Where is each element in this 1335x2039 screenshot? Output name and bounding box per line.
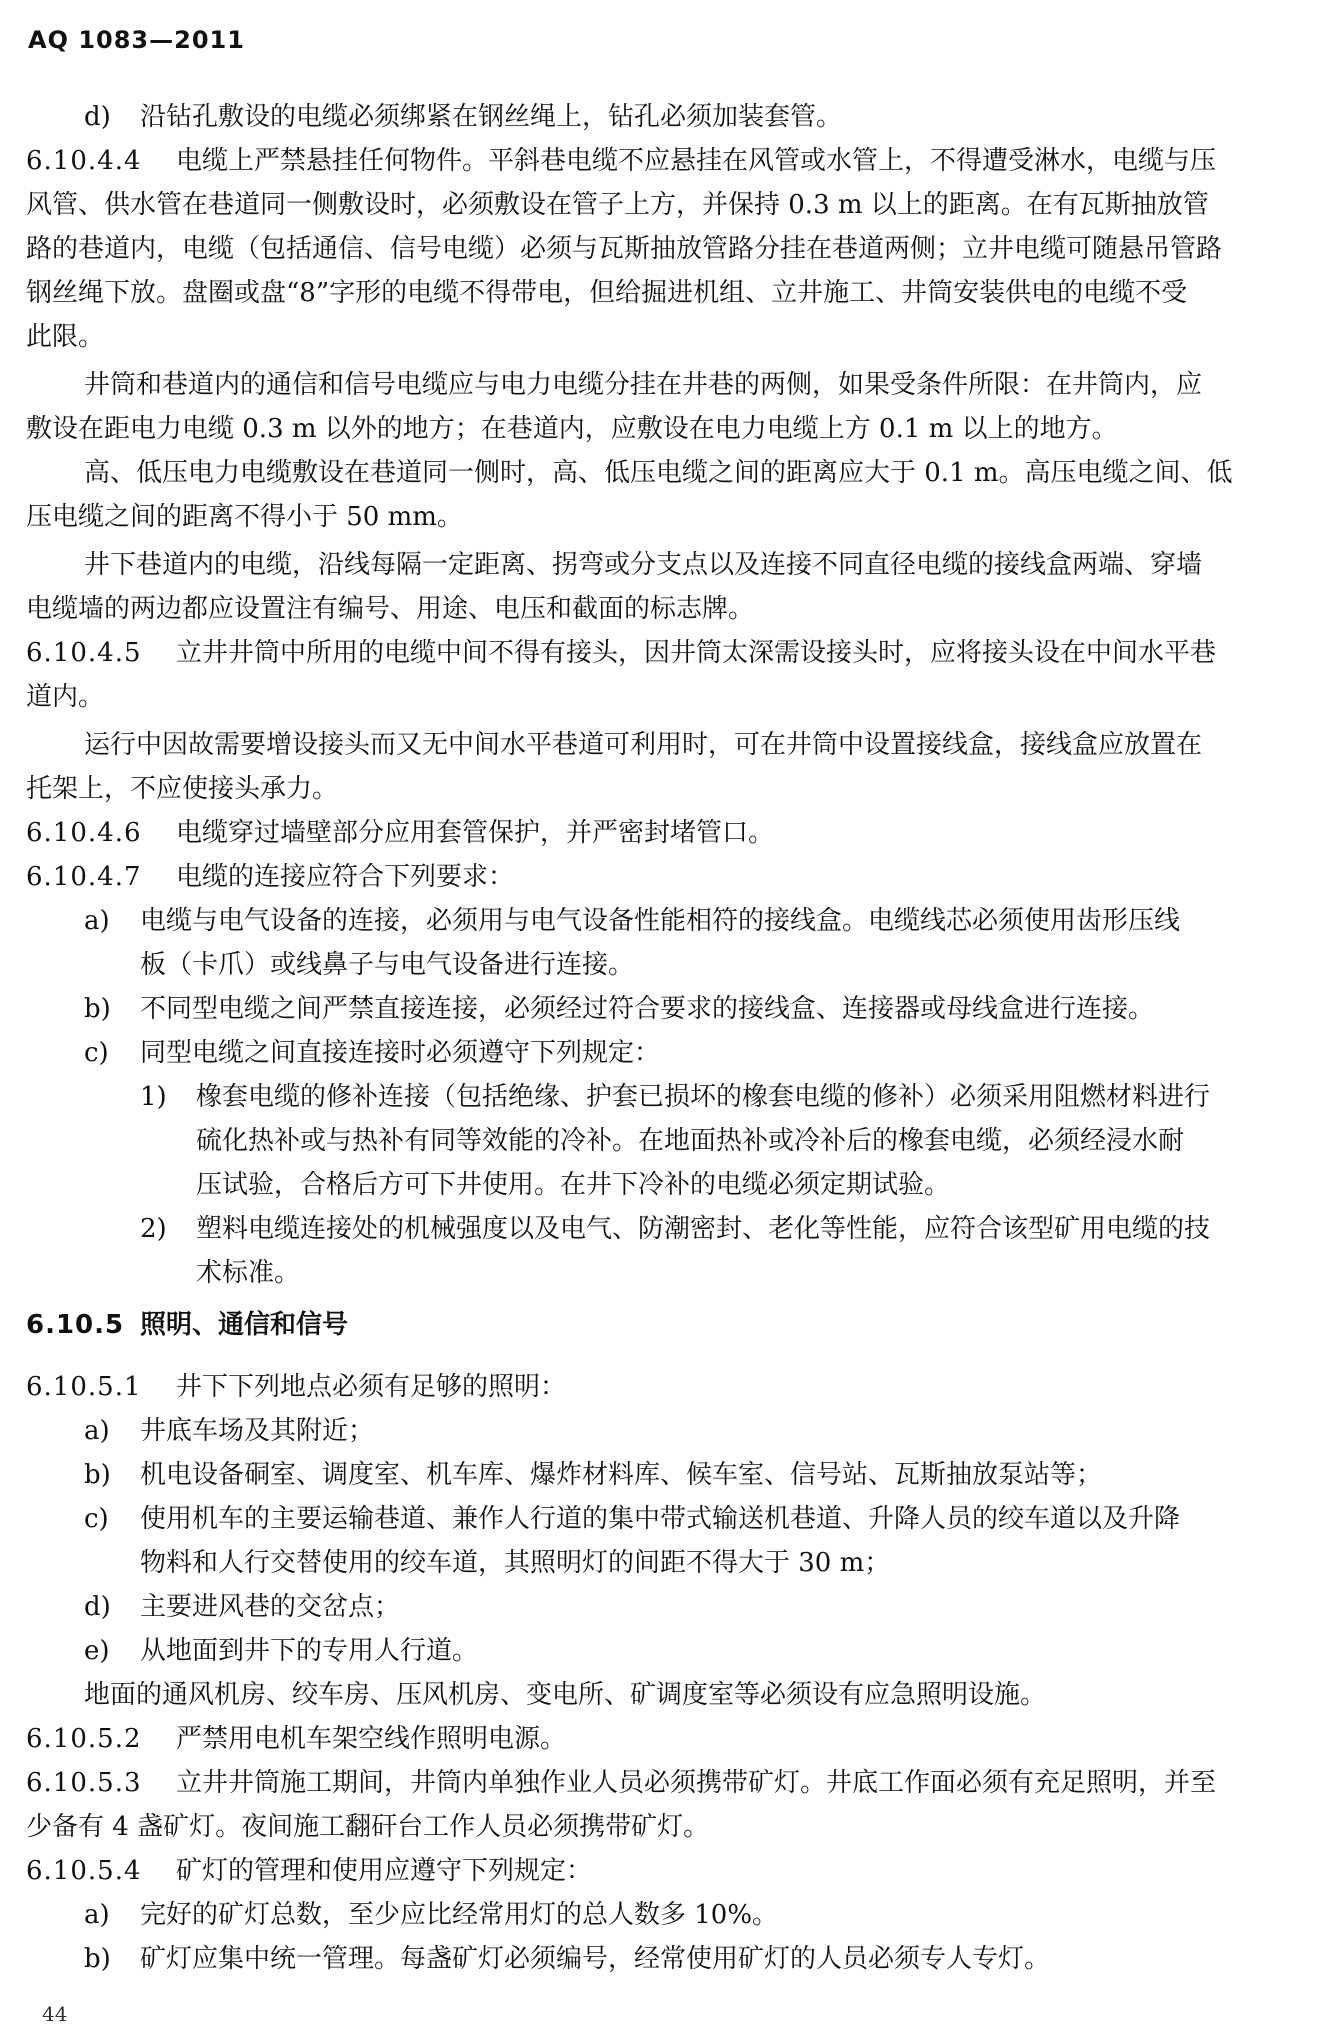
list-marker: b) <box>84 1460 111 1490</box>
list-item-text: 主要进风巷的交岔点； <box>140 1592 401 1622</box>
list-marker: d) <box>84 1592 111 1622</box>
clause-number: 6.10.5.4 <box>26 1856 142 1886</box>
paragraph-text: 井下巷道内的电缆，沿线每隔一定距离、拐弯或分支点以及连接不同直径电缆的接线盒两端、穿墙 <box>84 550 1203 580</box>
clause-text: 电缆上严禁悬挂任何物件。平斜巷电缆不应悬挂在风管或水管上，不得遭受淋水，电缆与压 <box>176 146 1217 176</box>
list-item-text: 从地面到井下的专用人行道。 <box>140 1636 479 1666</box>
paragraph-text: 敷设在距电力电缆 0.3 m 以外的地方；在巷道内，应敷设在电力电缆上方 0.1 m 以上的地方。 <box>26 414 1118 444</box>
paragraph-text: 压电缆之间的距离不得小于 50 mm。 <box>26 502 463 532</box>
list-marker: c) <box>84 1038 109 1068</box>
list-marker: b) <box>84 994 111 1024</box>
list-marker: e) <box>84 1636 110 1666</box>
clause-text: 严禁用电机车架空线作照明电源。 <box>176 1724 567 1754</box>
list-item-text: 电缆与电气设备的连接，必须用与电气设备性能相符的接线盒。电缆线芯必须使用齿形压线 <box>140 906 1181 936</box>
list-item-text: 矿灯应集中统一管理。每盏矿灯必须编号，经常使用矿灯的人员必须专人专灯。 <box>140 1944 1051 1974</box>
list-item-text: 完好的矿灯总数，至少应比经常用灯的总人数多 10%。 <box>140 1900 779 1930</box>
clause-text: 立井井筒施工期间，井筒内单独作业人员必须携带矿灯。井底工作面必须有充足照明，并至 <box>176 1768 1217 1798</box>
list-marker: a) <box>84 1900 110 1930</box>
paragraph-text: 路的巷道内，电缆（包括通信、信号电缆）必须与瓦斯抽放管路分挂在巷道两侧；立井电缆可随悬吊管路 <box>26 234 1223 264</box>
paragraph-text: 井筒和巷道内的通信和信号电缆应与电力电缆分挂在井巷的两侧，如果受条件所限：在井筒内，应 <box>84 370 1203 400</box>
clause-text: 矿灯的管理和使用应遵守下列规定： <box>176 1856 593 1886</box>
paragraph-text: 钢丝绳下放。盘圈或盘“8”字形的电缆不得带电，但给掘进机组、立井施工、井筒安装供电的电缆不受 <box>26 278 1188 308</box>
paragraph-text: 运行中因故需要增设接头而又无中间水平巷道可利用时，可在井筒中设置接线盒，接线盒应放置在 <box>84 730 1203 760</box>
sub-list-item-text: 术标准。 <box>196 1258 301 1288</box>
document-header: AQ 1083—2011 <box>28 26 245 54</box>
paragraph-text: 电缆墙的两边都应设置注有编号、用途、电压和截面的标志牌。 <box>26 594 755 624</box>
list-item-text: 井底车场及其附近； <box>140 1416 375 1446</box>
list-marker: c) <box>84 1504 109 1534</box>
paragraph-text: 风管、供水管在巷道同一侧敷设时，必须敷设在管子上方，并保持 0.3 m 以上的距离。在有瓦斯抽放管 <box>26 190 1209 220</box>
clause-number: 6.10.5.2 <box>26 1724 142 1754</box>
clause-number: 6.10.4.6 <box>26 818 142 848</box>
list-item-text: 使用机车的主要运输巷道、兼作人行道的集中带式输送机巷道、升降人员的绞车道以及升降 <box>140 1504 1181 1534</box>
clause-text: 立井井筒中所用的电缆中间不得有接头，因井筒太深需设接头时，应将接头设在中间水平巷 <box>176 638 1217 668</box>
clause-number: 6.10.5.1 <box>26 1372 142 1402</box>
paragraph-text: 地面的通风机房、绞车房、压风机房、变电所、矿调度室等必须设有应急照明设施。 <box>84 1680 1047 1710</box>
list-marker: a) <box>84 1416 110 1446</box>
clause-number: 6.10.4.5 <box>26 638 142 668</box>
list-item-text: 同型电缆之间直接连接时必须遵守下列规定： <box>140 1038 661 1068</box>
clause-number: 6.10.4.7 <box>26 862 142 892</box>
section-title: 照明、通信和信号 <box>140 1310 349 1340</box>
sub-list-item-text: 压试验，合格后方可下井使用。在井下冷补的电缆必须定期试验。 <box>196 1170 951 1200</box>
sub-list-item-text: 橡套电缆的修补连接（包括绝缘、护套已损坏的橡套电缆的修补）必须采用阻燃材料进行 <box>196 1082 1211 1112</box>
list-marker: d) <box>84 102 111 132</box>
list-item-text: 不同型电缆之间严禁直接连接，必须经过符合要求的接线盒、连接器或母线盒进行连接。 <box>140 994 1155 1024</box>
paragraph-text: 此限。 <box>26 322 105 352</box>
clause-number: 6.10.5.3 <box>26 1768 142 1798</box>
list-item-text: 沿钻孔敷设的电缆必须绑紧在钢丝绳上，钻孔必须加装套管。 <box>140 102 843 132</box>
page-number: 44 <box>42 2002 68 2026</box>
clause-number: 6.10.4.4 <box>26 146 142 176</box>
paragraph-text: 托架上，不应使接头承力。 <box>26 774 339 804</box>
section-number: 6.10.5 <box>26 1310 125 1340</box>
paragraph-text: 少备有 4 盏矿灯。夜间施工翻矸台工作人员必须携带矿灯。 <box>26 1812 710 1842</box>
paragraph-text: 高、低压电力电缆敷设在巷道同一侧时，高、低压电缆之间的距离应大于 0.1 m。高压电缆之间、低 <box>84 458 1233 488</box>
sub-list-marker: 2) <box>140 1214 167 1244</box>
clause-text: 电缆穿过墙壁部分应用套管保护，并严密封堵管口。 <box>176 818 775 848</box>
paragraph-text: 道内。 <box>26 682 105 712</box>
list-item-text: 板（卡爪）或线鼻子与电气设备进行连接。 <box>140 950 635 980</box>
sub-list-marker: 1) <box>140 1082 167 1112</box>
list-item-text: 物料和人行交替使用的绞车道，其照明灯的间距不得大于 30 m； <box>140 1548 891 1578</box>
clause-text: 电缆的连接应符合下列要求： <box>176 862 515 892</box>
list-marker: b) <box>84 1944 111 1974</box>
list-item-text: 机电设备硐室、调度室、机车库、爆炸材料库、候车室、信号站、瓦斯抽放泵站等； <box>140 1460 1103 1490</box>
sub-list-item-text: 硫化热补或与热补有同等效能的冷补。在地面热补或冷补后的橡套电缆，必须经浸水耐 <box>196 1126 1185 1156</box>
list-marker: a) <box>84 906 110 936</box>
sub-list-item-text: 塑料电缆连接处的机械强度以及电气、防潮密封、老化等性能，应符合该型矿用电缆的技 <box>196 1214 1211 1244</box>
clause-text: 井下下列地点必须有足够的照明： <box>176 1372 567 1402</box>
